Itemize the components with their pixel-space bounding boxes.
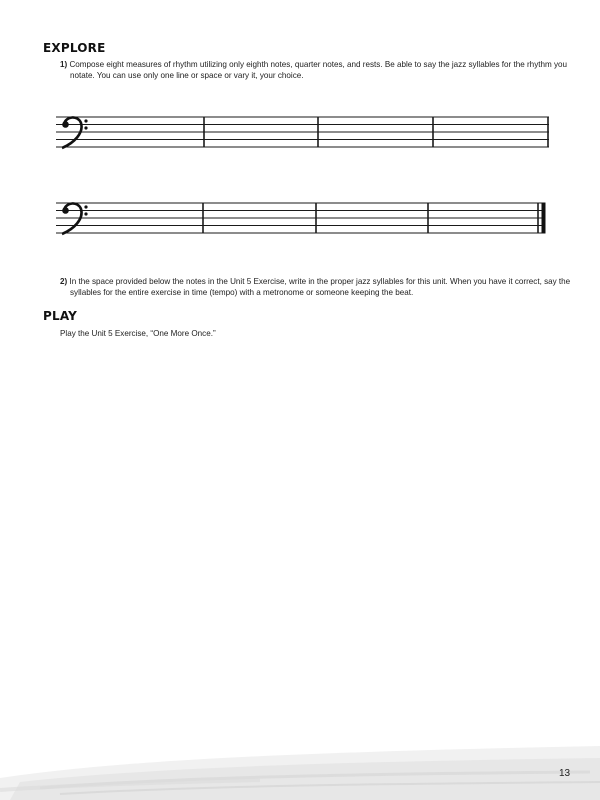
bass-clef-icon: [62, 203, 88, 234]
staff-2-lines: [56, 203, 545, 233]
item-1-text: Compose eight measures of rhythm utilizing only eighth notes, quarter notes, and rests. Be able to say the jazz syllables for the rhythm you notate. You can use only one line or space or vary it, your choice.: [69, 60, 568, 81]
brush-stroke-decoration: [0, 738, 600, 800]
play-text: Play the Unit 5 Exercise, “One More Once.”: [60, 329, 216, 338]
final-barline-icon: [542, 203, 546, 234]
play-heading: PLAY: [43, 309, 78, 323]
explore-heading: EXPLORE: [43, 41, 106, 55]
item-2-number: 2): [60, 277, 68, 286]
explore-item-2: [60, 276, 575, 298]
music-staff-2: [56, 196, 556, 240]
music-staff-1: [56, 110, 556, 154]
bass-clef-icon: [62, 117, 88, 148]
explore-item-1: [60, 59, 575, 81]
staff-1-lines: [56, 117, 549, 147]
item-1-number: 1): [60, 60, 68, 69]
item-2-text: In the space provided below the notes in the Unit 5 Exercise, write in the proper jazz syllables for this unit. When you have it correct, say the syllables for the entire exercise in time (tempo) with a metronome or someone keeping the beat.: [69, 277, 571, 298]
page-number: 13: [559, 768, 571, 779]
